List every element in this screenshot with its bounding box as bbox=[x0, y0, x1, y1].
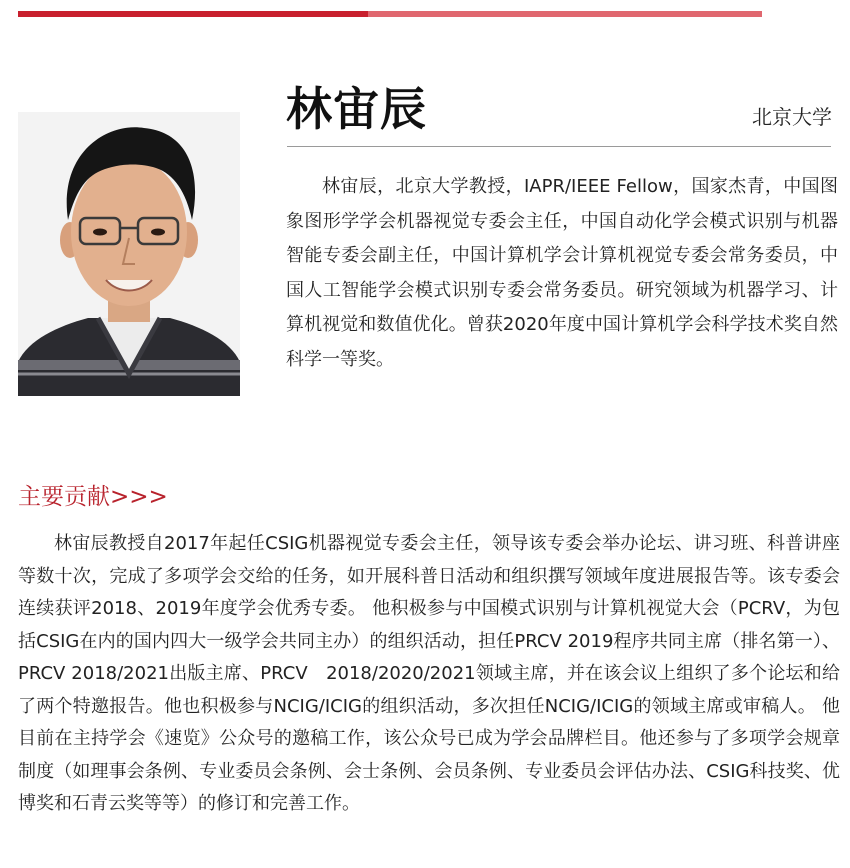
profile-bio: 林宙辰，北京大学教授，IAPR/IEEE Fellow，国家杰青，中国图象图形学学会机器视觉专委会主任，中国自动化学会模式识别与机器智能专委会副主任，中国计算机学会计算机视觉专委会常务委员，中国人工智能学会模式识别专委会常务委员。研究领域为机器学习、计算机视觉和数值优化。曾获2020年度中国计算机学会科学技术奖自然科学一等奖。 bbox=[286, 176, 838, 370]
profile-affiliation: 北京大学 bbox=[752, 105, 832, 129]
portrait-illustration bbox=[18, 112, 240, 396]
top-accent-bar-dark bbox=[18, 11, 368, 17]
top-accent-bar-light bbox=[368, 11, 762, 17]
portrait-photo bbox=[18, 112, 240, 396]
contributions-title: 主要贡献>>> bbox=[18, 484, 168, 510]
contributions-body: 林宙辰教授自2017年起任CSIG机器视觉专委会主任，领导该专委会举办论坛、讲习班、科普讲座等数十次，完成了多项学会交给的任务，如开展科普日活动和组织撰写领域年度进展报告等。该专委会连续获评2018、2019年度学会优秀专委。 他积极参与中国模式识别与计算机视觉大会（PCRV，为包括CSIG在内的国内四大一级学会共同主办）的组织活动，担任PRCV 2019程序共同主席（排名第一）、PRCV 2018/2021出版主席、PRCV 2018/2020/2021领域主席，并在该会议上组织了多个论坛和给了两个特邀报告。他也积极参与NCIG/ICIG的组织活动，多次担任NCIG/ICIG的领域主席或审稿人。 他目前在主持学会《速览》公众号的邀稿工作，该公众号已成为学会品牌栏目。他还参与了多项学会规章制度（如理事会条例、专业委员会条例、会士条例、会员条例、专业委员会评估办法、CSIG科技奖、优博奖和石青云奖等等）的修订和完善工作。 bbox=[18, 533, 840, 814]
profile-name: 林宙辰 bbox=[286, 82, 427, 136]
name-divider bbox=[287, 146, 831, 147]
top-accent-bar bbox=[18, 11, 762, 17]
